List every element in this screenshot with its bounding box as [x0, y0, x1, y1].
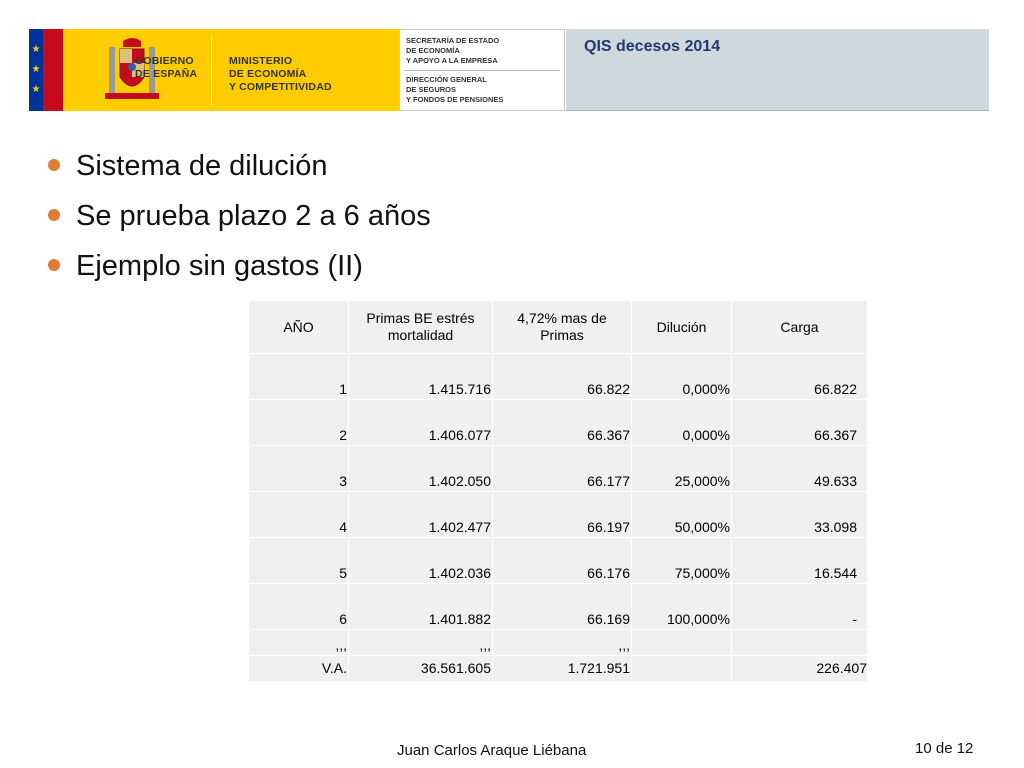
secretaria-label: SECRETARÍA DE ESTADO DE ECONOMÍA Y APOYO A LA EMPRESA: [406, 36, 500, 65]
table-cell: 66.822: [732, 354, 868, 400]
header-ano: AÑO: [249, 301, 349, 354]
table-cell: 6: [249, 584, 349, 630]
table-cell: 66.822: [493, 354, 632, 400]
table-cell: 66.197: [493, 492, 632, 538]
secretaria-block: [399, 29, 565, 111]
table-cell: [632, 630, 732, 656]
bullet-item: [48, 241, 431, 291]
table-cell: 66.176: [493, 538, 632, 584]
table-row: [249, 584, 868, 630]
bullet-icon: [48, 259, 60, 271]
bullet-icon: [48, 159, 60, 171]
footer-author: Juan Carlos Araque Liébana: [397, 742, 587, 759]
table-cell: 25,000%: [632, 446, 732, 492]
table-cell: 226.407: [732, 656, 868, 682]
bullet-text: Ejemplo sin gastos (II): [76, 250, 363, 282]
ministerio-label: MINISTERIO DE ECONOMÍA Y COMPETITIVIDAD: [229, 55, 332, 93]
table-cell: [632, 656, 732, 682]
slide-title: QIS decesos 2014: [584, 38, 721, 55]
header-dilucion: Dilución: [632, 301, 732, 354]
table-cell: 1.402.050: [349, 446, 493, 492]
table-cell: [732, 630, 868, 656]
table-cell: -: [732, 584, 868, 630]
table-cell: V.A.: [249, 656, 349, 682]
table-cell: 1.721.951: [493, 656, 632, 682]
gobierno-label: GOBIERNO DE ESPAÑA: [135, 55, 198, 80]
table-row: [249, 400, 868, 446]
direccion-label: DIRECCIÓN GENERAL DE SEGUROS Y FONDOS DE PENSIONES: [406, 75, 504, 104]
table-cell: 16.544: [732, 538, 868, 584]
bullet-icon: [48, 209, 60, 221]
table-row: [249, 630, 868, 656]
bullet-item: [48, 191, 431, 241]
table-cell: 100,000%: [632, 584, 732, 630]
bullet-text: Se prueba plazo 2 a 6 años: [76, 200, 431, 232]
table-row: [249, 446, 868, 492]
table-header-row: [249, 301, 868, 354]
table-cell: 5: [249, 538, 349, 584]
star-icon: ★: [31, 64, 41, 75]
table-cell: ,,,: [493, 630, 632, 656]
table-cell: 49.633: [732, 446, 868, 492]
eu-flag-strip: [29, 29, 43, 111]
table-cell: 1.406.077: [349, 400, 493, 446]
table-cell: 0,000%: [632, 354, 732, 400]
table-cell: 36.561.605: [349, 656, 493, 682]
header-carga: Carga: [732, 301, 868, 354]
star-icon: ★: [31, 84, 41, 95]
dilution-table: [248, 300, 868, 682]
table-cell: 3: [249, 446, 349, 492]
header-primas: Primas BE estrés mortalidad: [349, 301, 493, 354]
page-number: 10 de 12: [915, 740, 974, 757]
divider: [211, 35, 212, 105]
bullet-list: [48, 141, 431, 291]
table-cell: 4: [249, 492, 349, 538]
table-cell: 50,000%: [632, 492, 732, 538]
spain-flag-strip: [43, 29, 63, 111]
table-cell: 2: [249, 400, 349, 446]
table-cell: 1.415.716: [349, 354, 493, 400]
table-cell: 1.402.477: [349, 492, 493, 538]
bullet-text: Sistema de dilución: [76, 150, 328, 182]
table-cell: 66.367: [493, 400, 632, 446]
table-cell: 1.401.882: [349, 584, 493, 630]
table-cell: 0,000%: [632, 400, 732, 446]
table-cell: 1: [249, 354, 349, 400]
star-icon: ★: [31, 44, 41, 55]
table-cell: ,,,: [349, 630, 493, 656]
table-row: [249, 354, 868, 400]
table-cell: 66.177: [493, 446, 632, 492]
table-cell: 75,000%: [632, 538, 732, 584]
table-cell: ,,,: [249, 630, 349, 656]
table-cell: 33.098: [732, 492, 868, 538]
divider: [404, 70, 560, 71]
table-total-row: [249, 656, 868, 682]
table-row: [249, 492, 868, 538]
table-row: [249, 538, 868, 584]
header-recargo: 4,72% mas de Primas: [493, 301, 632, 354]
title-box: [566, 29, 989, 111]
header-banner: [29, 29, 989, 111]
table-cell: 66.367: [732, 400, 868, 446]
table-cell: 1.402.036: [349, 538, 493, 584]
bullet-item: [48, 141, 431, 191]
table-cell: 66.169: [493, 584, 632, 630]
